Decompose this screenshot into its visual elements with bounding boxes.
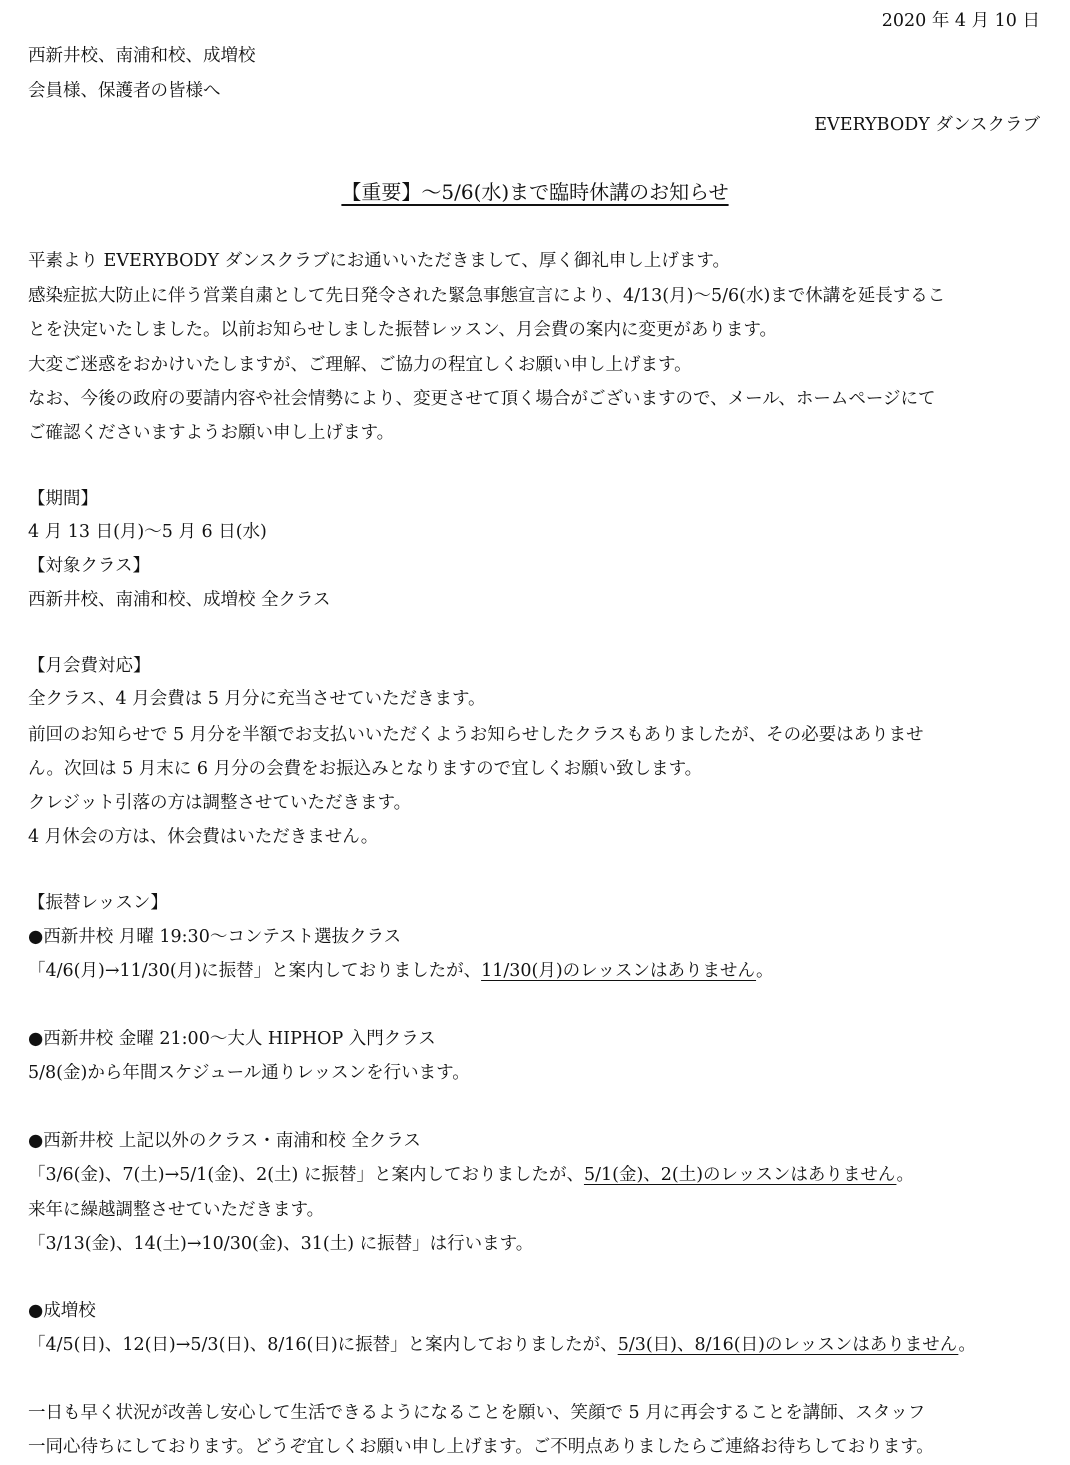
makeup-text: 「4/6(月)→11/30(月)に振替」と案内しておりましたが、: [28, 961, 482, 981]
closing-line: 一同心待ちにしております。どうぞ宜しくお願い申し上げます。ご不明点ありましたらご連絡お待ちしております。: [28, 1437, 934, 1457]
intro-line: 感染症拡大防止に伴う営業自粛として先日発令された緊急事態宣言により、4/13(月)～5/6(水)まで休講を延長するこ: [28, 286, 946, 306]
cancelled-lesson-text: 5/3(日)、8/16(日)のレッスンはありません: [617, 1335, 959, 1355]
intro-line: 平素より EVERYBODY ダンスクラブにお通いいただきまして、厚く御礼申し上げます。: [28, 251, 731, 271]
makeup-text-end: 。: [896, 1165, 914, 1185]
recipient-members: 会員様、保護者の皆様へ: [28, 81, 221, 101]
makeup-heading: 【振替レッスン】: [28, 893, 168, 913]
makeup-class-title: ●成増校: [28, 1301, 96, 1321]
makeup-class-title: ●西新井校 上記以外のクラス・南浦和校 全クラス: [28, 1131, 421, 1151]
makeup-class-line: 5/8(金)から年間スケジュール通りレッスンを行います。: [28, 1063, 470, 1083]
notice-title-text: 【重要】～5/6(水)まで臨時休講のお知らせ: [341, 180, 729, 204]
cancelled-lesson-text: 11/30(月)のレッスンはありません: [481, 961, 757, 981]
makeup-class-line: [28, 1162, 914, 1188]
intro-line: なお、今後の政府の要請内容や社会情勢により、変更させて頂く場合がございますので、メール、ホームページにて: [28, 389, 936, 409]
fee-line: ん。次回は 5 月末に 6 月分の会費をお振込みとなりますので宜しくお願い致します。: [28, 759, 703, 779]
makeup-text: 「3/6(金)、7(土)→5/1(金)、2(土) に振替」と案内しておりましたが、: [28, 1165, 584, 1185]
recipient-schools: 西新井校、南浦和校、成増校: [28, 46, 256, 66]
target-value: 西新井校、南浦和校、成増校 全クラス: [28, 590, 331, 610]
fee-line: 4 月休会の方は、休会費はいただきません。: [28, 827, 379, 847]
period-heading: 【期間】: [28, 489, 98, 509]
intro-line: ご確認くださいますようお願い申し上げます。: [28, 423, 395, 443]
fee-line: 全クラス、4 月会費は 5 月分に充当させていただきます。: [28, 689, 486, 709]
makeup-class-line: [28, 1332, 976, 1358]
target-heading: 【対象クラス】: [28, 556, 150, 576]
intro-line: 大変ご迷惑をおかけいたしますが、ご理解、ご協力の程宜しくお願い申し上げます。: [28, 355, 692, 375]
fee-line: クレジット引落の方は調整させていただきます。: [28, 793, 412, 813]
sender-name: EVERYBODY ダンスクラブ: [814, 115, 1040, 135]
intro-line: とを決定いたしました。以前お知らせしました振替レッスン、月会費の案内に変更があります。: [28, 320, 777, 340]
makeup-class-line: 「3/13(金)、14(土)→10/30(金)、31(土) に振替」は行います。: [28, 1234, 534, 1254]
makeup-class-line: 来年に繰越調整させていただきます。: [28, 1200, 325, 1220]
fee-heading: 【月会費対応】: [28, 656, 151, 676]
makeup-text: 「4/5(日)、12(日)→5/3(日)、8/16(日)に振替」と案内しておりましたが、: [28, 1335, 618, 1355]
makeup-text-end: 。: [756, 961, 774, 981]
document-date: 2020 年 4 月 10 日: [881, 11, 1040, 31]
notice-title: [0, 178, 1070, 206]
fee-line: 前回のお知らせで 5 月分を半額でお支払いいただくようお知らせしたクラスもありましたが、その必要はありませ: [28, 725, 924, 745]
makeup-class-line: [28, 958, 774, 984]
makeup-text-end: 。: [958, 1335, 976, 1355]
closing-line: 一日も早く状況が改善し安心して生活できるようになることを願い、笑顔で 5 月に再会することを講師、スタッフ: [28, 1403, 926, 1423]
makeup-class-title: ●西新井校 月曜 19:30～コンテスト選抜クラス: [28, 927, 402, 947]
cancelled-lesson-text: 5/1(金)、2(土)のレッスンはありません: [583, 1165, 897, 1185]
period-value: 4 月 13 日(月)～5 月 6 日(水): [28, 522, 267, 542]
makeup-class-title: ●西新井校 金曜 21:00～大人 HIPHOP 入門クラス: [28, 1029, 436, 1049]
